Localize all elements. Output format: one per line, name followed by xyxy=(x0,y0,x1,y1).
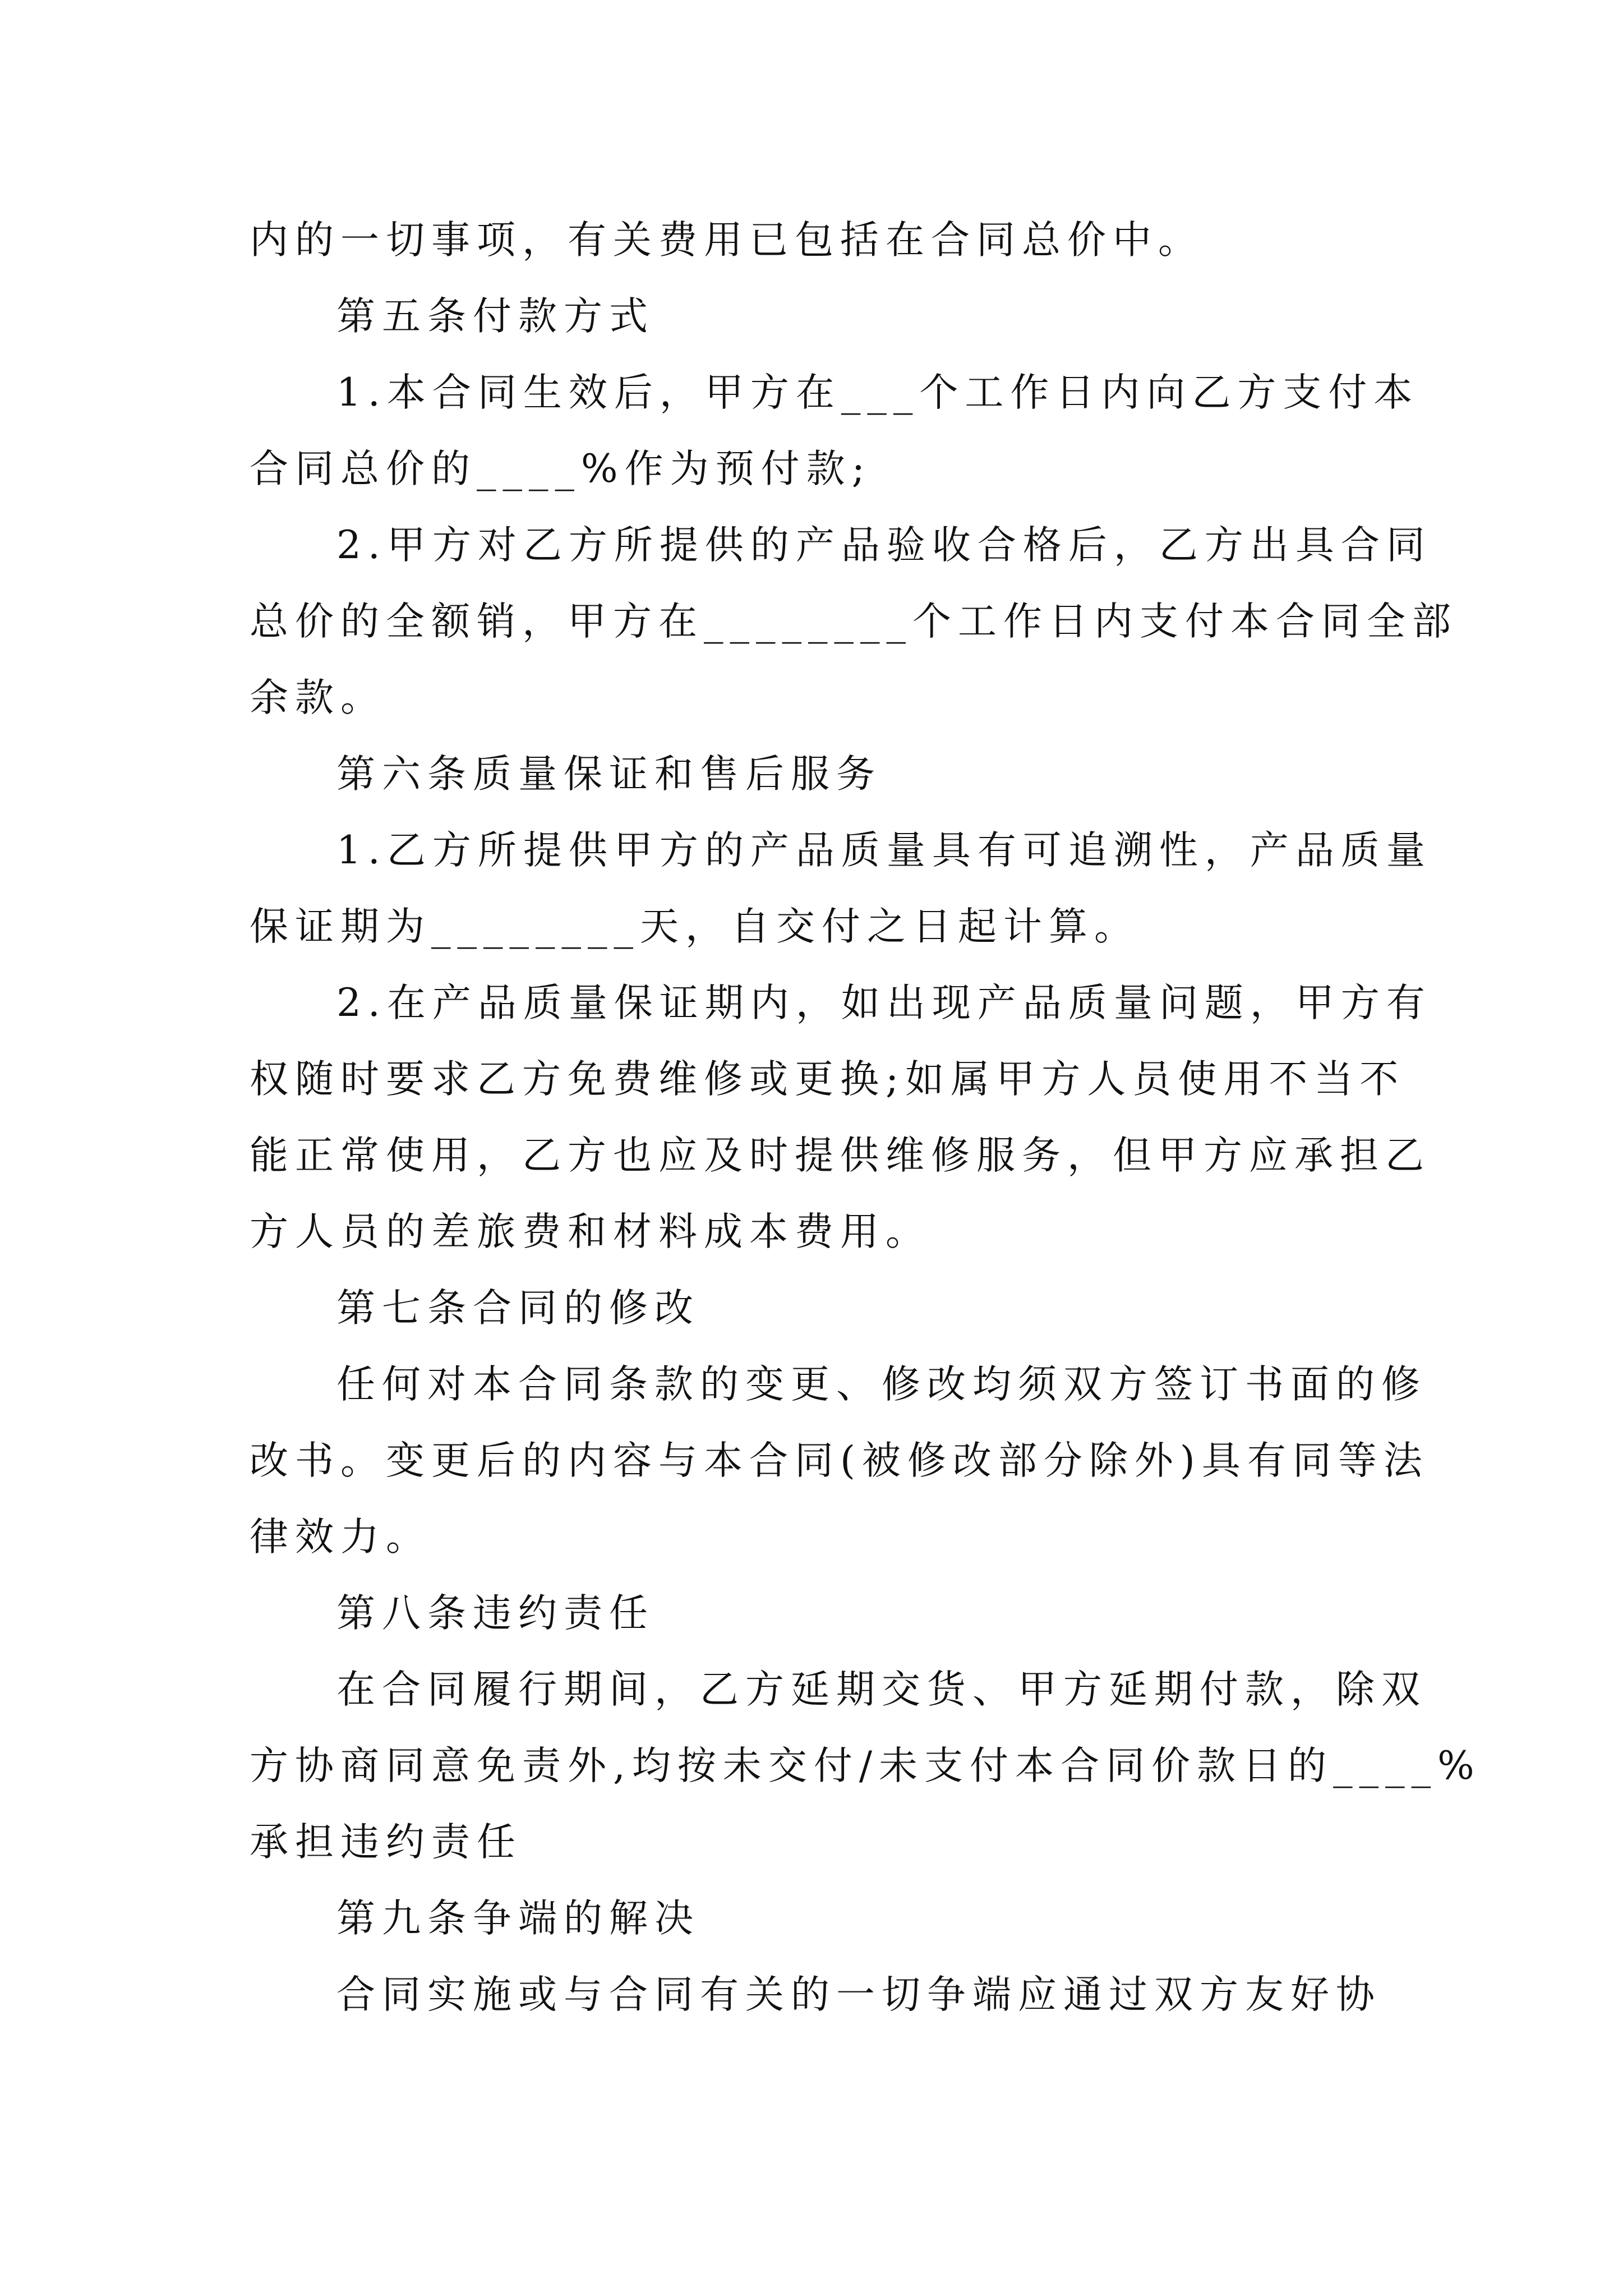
payment-clause-2-end: 余款。 xyxy=(250,675,386,720)
heading-article-8: 第八条违约责任 xyxy=(336,1591,654,1636)
quality-clause-1-cont: 保证期为________天，自交付之日起计算。 xyxy=(250,904,1140,949)
amendment-clause-cont: 改书。变更后的内容与本合同(被修改部分除外)具有同等法 xyxy=(250,1438,1429,1483)
quality-clause-2-cont-1: 权随时要求乙方免费维修或更换;如属甲方人员使用不当不 xyxy=(250,1057,1405,1102)
line-continuation: 内的一切事项，有关费用已包括在合同总价中。 xyxy=(250,218,1204,263)
liability-clause-cont: 方协商同意免责外,均按未交付/未支付本合同价款日的____% xyxy=(250,1743,1481,1788)
quality-clause-1: 1.乙方所提供甲方的产品质量具有可追溯性，产品质量 xyxy=(336,828,1432,873)
heading-article-7: 第七条合同的修改 xyxy=(336,1286,700,1331)
heading-article-5: 第五条付款方式 xyxy=(336,294,654,339)
payment-clause-1: 1.本合同生效后，甲方在___个工作日内向乙方支付本 xyxy=(336,370,1419,415)
dispute-clause: 合同实施或与合同有关的一切争端应通过双方友好协 xyxy=(336,1972,1381,2017)
amendment-clause: 任何对本合同条款的变更、修改均须双方签订书面的修 xyxy=(336,1362,1427,1407)
payment-clause-2-cont: 总价的全额销，甲方在________个工作日内支付本合同全部 xyxy=(250,599,1458,644)
quality-clause-2-end: 方人员的差旅费和材料成本费用。 xyxy=(250,1209,931,1254)
liability-clause-end: 承担违约责任 xyxy=(250,1820,522,1865)
heading-article-9: 第九条争端的解决 xyxy=(336,1896,700,1941)
heading-article-6: 第六条质量保证和售后服务 xyxy=(336,752,882,797)
quality-clause-2-cont-2: 能正常使用，乙方也应及时提供维修服务，但甲方应承担乙 xyxy=(250,1133,1431,1178)
amendment-clause-end: 律效力。 xyxy=(250,1515,431,1559)
payment-clause-1-cont: 合同总价的____%作为预付款; xyxy=(250,447,872,491)
liability-clause: 在合同履行期间，乙方延期交货、甲方延期付款，除双 xyxy=(336,1667,1427,1712)
contract-body xyxy=(250,202,1481,2033)
payment-clause-2: 2.甲方对乙方所提供的产品验收合格后，乙方出具合同 xyxy=(336,523,1432,568)
quality-clause-2: 2.在产品质量保证期内，如出现产品质量问题，甲方有 xyxy=(336,981,1432,1025)
